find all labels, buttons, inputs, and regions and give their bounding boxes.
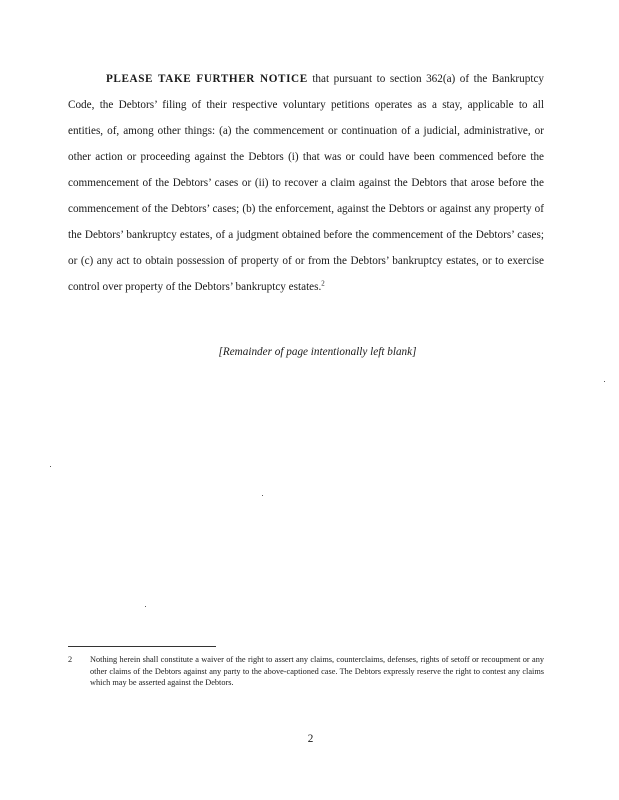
notice-text: that pursuant to section 362(a) of the Bankruptcy Code, the Debtors’ filing of their respective voluntary petitions operates as a stay, applicable to all entities, of, among other things: (a) the commencement or continuation of a judicial, administrative, or other action or proceeding against the Debtors (i) that was or could have been commenced before the commencement of the Debtors’ cases or (ii) to recover a claim against the Debtors that arose before the commencement of the Debtors’ cases; (b) the enforcement, against the Debtors or against any property of the Debtors’ bankruptcy estates, of a judgment obtained before the commencement of the Debtors’ cases; or (c) any act to obtain possession of property of or from the Debtors’ bankruptcy estates, or to exercise control over property of the Debtors’ bankruptcy estates. — [68, 73, 545, 293]
scan-speck — [604, 381, 605, 382]
page-number: 2 — [307, 733, 314, 745]
remainder-note: [Remainder of page intentionally left blank] — [218, 346, 417, 358]
notice-paragraph — [68, 66, 544, 300]
scan-speck — [50, 466, 51, 467]
footnote-separator — [68, 646, 216, 647]
footnote — [68, 654, 544, 689]
footnote-reference: 2 — [321, 279, 325, 288]
notice-body — [68, 66, 544, 300]
footnote-text: Nothing herein shall constitute a waiver of the right to assert any claims, counterclaims, defenses, rights of setoff or recoupment or any other claims of the Debtors against any party to the above-captioned case. The Debtors expressly reserve the right to contest any claims which may be asserted against the Debtors. — [90, 655, 544, 687]
scan-speck — [262, 495, 263, 496]
scan-speck — [145, 606, 146, 607]
notice-lead: PLEASE TAKE FURTHER NOTICE — [106, 73, 308, 85]
footnote-number: 2 — [68, 655, 73, 664]
